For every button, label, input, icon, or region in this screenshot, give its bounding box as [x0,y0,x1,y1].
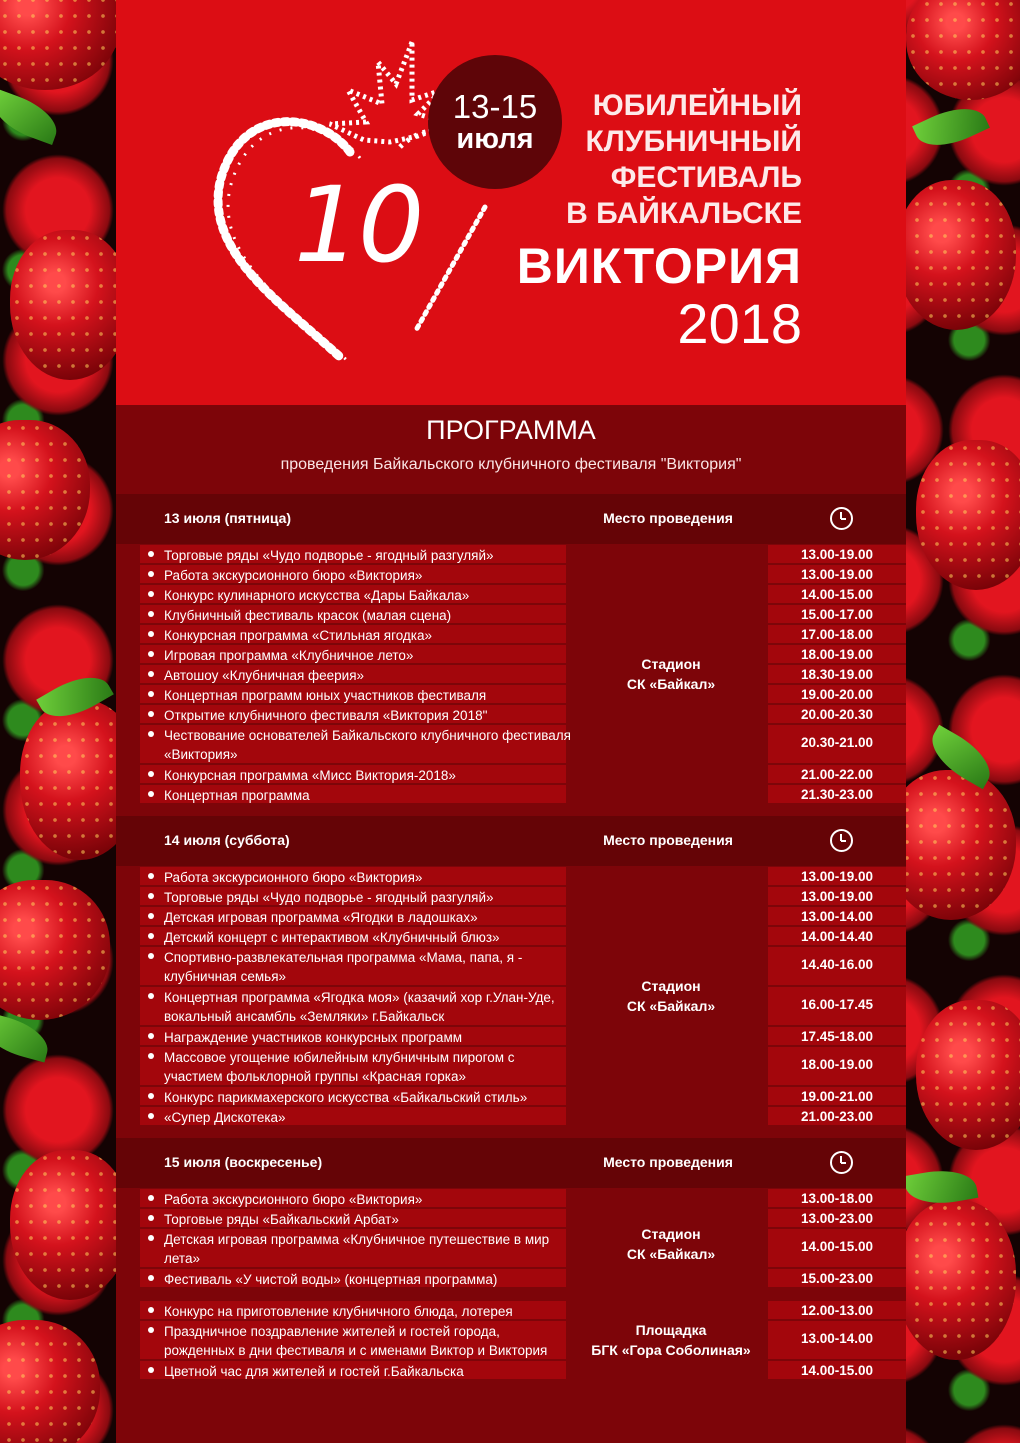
event-time: 17.45-18.00 [800,1029,874,1044]
event-time: 13.00-14.00 [800,1331,874,1346]
event-row [116,664,906,684]
event-time: 15.00-23.00 [800,1271,874,1286]
event-time: 13.00-19.00 [800,869,874,884]
event-row [116,704,906,724]
event-name: Торговые ряды «Байкальский Арбат» [164,1212,399,1227]
event-row [116,1046,906,1086]
event-row [116,764,906,784]
bullet-icon [148,791,154,797]
bullet-icon [148,1367,154,1373]
event-time: 20.00-20.30 [800,707,874,722]
bullet-icon [148,993,154,999]
venue-label [586,976,756,1016]
event-name: Чествование основателей Байкальского клубничного фестиваля «Виктория» [164,728,571,762]
bullet-icon [148,1235,154,1241]
event-row [116,584,906,604]
event-time: 19.00-20.00 [800,687,874,702]
strawberry-panel-right [906,0,1020,1443]
event-name: Открытие клубничного фестиваля «Виктория 2018" [164,708,488,723]
bullet-icon [148,1195,154,1201]
event-time: 13.00-14.00 [800,909,874,924]
schedule-table [116,494,906,1392]
strawberry-panel-left [0,0,116,1443]
venue-label [586,1224,756,1264]
event-name: Цветной час для жителей и гостей г.Байкальска [164,1364,464,1379]
event-row [116,1188,906,1208]
event-row [116,1360,906,1380]
event-name: Концертная программа «Ягодка моя» (казачий хор г.Улан-Уде, вокальный ансамбль «Земляки» г.Байкальск [164,990,555,1024]
day-events [116,544,906,804]
event-row [116,564,906,584]
event-time: 13.00-19.00 [800,567,874,582]
event-name: Праздничное поздравление жителей и гостей города, рожденных в дни фестиваля и с именами Виктор и Виктория [164,1324,548,1358]
venue-label [586,654,756,694]
event-name: Работа экскурсионного бюро «Виктория» [164,568,423,583]
bullet-icon [148,711,154,717]
anniversary-number: 10 [294,164,423,286]
title-line: В БАЙКАЛЬСКЕ [566,197,802,230]
day-header [116,494,906,544]
event-name: Работа экскурсионного бюро «Виктория» [164,1192,423,1207]
event-name: Массовое угощение юбилейным клубничным пирогом с участием фольклорной группы «Красная горка» [164,1050,515,1084]
bullet-icon [148,933,154,939]
event-time: 21.00-23.00 [800,1109,874,1124]
festival-brand: ВИКТОРИЯ [516,238,802,294]
bullet-icon [148,551,154,557]
event-name: Автошоу «Клубничная феерия» [164,668,365,683]
event-name: Концертная программ юных участников фестиваля [164,688,487,703]
event-time: 14.00-15.00 [800,587,874,602]
event-row [116,946,906,986]
place-header: Место проведения [603,832,733,848]
festival-title [517,88,802,354]
event-row [116,906,906,926]
bullet-icon [148,873,154,879]
event-row [116,1300,906,1320]
bullet-icon [148,731,154,737]
event-time: 21.00-22.00 [800,767,874,782]
place-header: Место проведения [603,510,733,526]
event-name: Конкурс кулинарного искусства «Дары Байкала» [164,588,470,603]
event-time: 13.00-18.00 [800,1191,874,1206]
bullet-icon [148,1053,154,1059]
venue-line: Площадка [635,1322,707,1338]
clock-icon [830,829,853,852]
event-time: 13.00-19.00 [800,547,874,562]
poster [116,0,906,1443]
day-events [116,1188,906,1380]
event-row [116,1106,906,1126]
bullet-icon [148,631,154,637]
title-line: КЛУБНИЧНЫЙ [585,125,802,158]
event-time: 15.00-17.00 [800,607,874,622]
event-name: Детская игровая программа «Клубничное путешествие в мир лета» [164,1232,550,1266]
clock-icon [830,507,853,530]
program-subtitle: проведения Байкальского клубничного фестиваля "Виктория" [280,456,742,473]
festival-header [116,0,906,405]
event-time: 17.00-18.00 [800,627,874,642]
day-header [116,816,906,866]
bullet-icon [148,893,154,899]
event-row [116,1268,906,1288]
section-gap [116,1380,906,1392]
bullet-icon [148,591,154,597]
event-name: Концертная программа [164,788,310,803]
day-header [116,1138,906,1188]
event-time: 18.00-19.00 [800,1057,874,1072]
venue-line: Стадион [641,1226,701,1242]
event-name: Торговые ряды «Чудо подворье - ягодный разгуляй» [164,890,494,905]
bullet-icon [148,611,154,617]
event-name: Клубничный фестиваль красок (малая сцена) [164,608,452,623]
event-row [116,1208,906,1228]
venue-line: СК «Байкал» [626,676,716,692]
date-range: 13-15 [452,87,538,125]
event-row [116,724,906,764]
event-time: 18.00-19.00 [800,647,874,662]
clock-icon [830,1151,853,1174]
event-time: 20.30-21.00 [800,735,874,750]
event-name: Детская игровая программа «Ягодки в ладошках» [164,910,478,925]
event-time: 14.00-14.40 [800,929,874,944]
event-row [116,544,906,564]
event-row [116,604,906,624]
bullet-icon [148,651,154,657]
event-time: 14.00-15.00 [800,1239,874,1254]
title-line: ЮБИЛЕЙНЫЙ [592,89,802,122]
section-gap [116,1126,906,1138]
event-name: Конкурсная программа «Стильная ягодка» [164,628,433,643]
venue-label [586,1320,756,1360]
day-label: 15 июля (воскресенье) [164,1154,323,1170]
bullet-icon [148,1307,154,1313]
section-gap [116,804,906,816]
bullet-icon [148,671,154,677]
event-row [116,644,906,664]
event-name: Награждение участников конкурсных программ [164,1030,463,1045]
event-time: 21.30-23.00 [800,787,874,802]
event-time: 14.40-16.00 [800,957,874,972]
event-time: 13.00-19.00 [800,889,874,904]
event-name: Торговые ряды «Чудо подворье - ягодный разгуляй» [164,548,494,563]
event-name: Конкурс парикмахерского искусства «Байкальский стиль» [164,1090,528,1105]
event-row [116,886,906,906]
event-time: 18.30-19.00 [800,667,874,682]
event-time: 13.00-23.00 [800,1211,874,1226]
event-time: 16.00-17.45 [800,997,874,1012]
event-row [116,1086,906,1106]
event-row [116,1320,906,1360]
event-name: Работа экскурсионного бюро «Виктория» [164,870,423,885]
venue-line: Стадион [641,656,701,672]
venue-line: Стадион [641,978,701,994]
event-row [116,624,906,644]
bullet-icon [148,771,154,777]
day-events [116,866,906,1126]
event-row [116,986,906,1026]
event-row [116,684,906,704]
venue-line: СК «Байкал» [626,998,716,1014]
bullet-icon [148,1113,154,1119]
bullet-icon [148,691,154,697]
program-title: ПРОГРАММА [426,415,596,445]
festival-year: 2018 [677,292,802,355]
event-time: 19.00-21.00 [800,1089,874,1104]
event-name: Конкурсная программа «Мисс Виктория-2018» [164,768,456,783]
bullet-icon [148,913,154,919]
event-time: 14.00-15.00 [800,1363,874,1378]
title-line: ФЕСТИВАЛЬ [610,161,802,194]
venue-line: СК «Байкал» [626,1246,716,1262]
date-month: июля [456,122,534,155]
bullet-icon [148,1327,154,1333]
event-name: «Супер Дискотека» [164,1110,286,1125]
event-time: 12.00-13.00 [800,1303,874,1318]
event-row [116,866,906,886]
bullet-icon [148,571,154,577]
event-row [116,926,906,946]
event-row [116,1026,906,1046]
day-label: 14 июля (суббота) [164,832,290,848]
event-row [116,1228,906,1268]
venue-line: БГК «Гора Соболиная» [591,1342,751,1358]
bullet-icon [148,1093,154,1099]
day-label: 13 июля (пятница) [164,510,292,526]
bullet-icon [148,1033,154,1039]
place-header: Место проведения [603,1154,733,1170]
event-name: Детский концерт с интерактивом «Клубничный блюз» [164,930,500,945]
bullet-icon [148,1275,154,1281]
bullet-icon [148,1215,154,1221]
event-name: Игровая программа «Клубничное лето» [164,648,414,663]
event-name: Спортивно-развлекательная программа «Мама, папа, я - клубничная семья» [164,950,523,984]
event-row [116,784,906,804]
event-name: Фестиваль «У чистой воды» (концертная программа) [164,1272,498,1287]
event-name: Конкурс на приготовление клубничного блюда, лотерея [164,1304,513,1319]
bullet-icon [148,953,154,959]
